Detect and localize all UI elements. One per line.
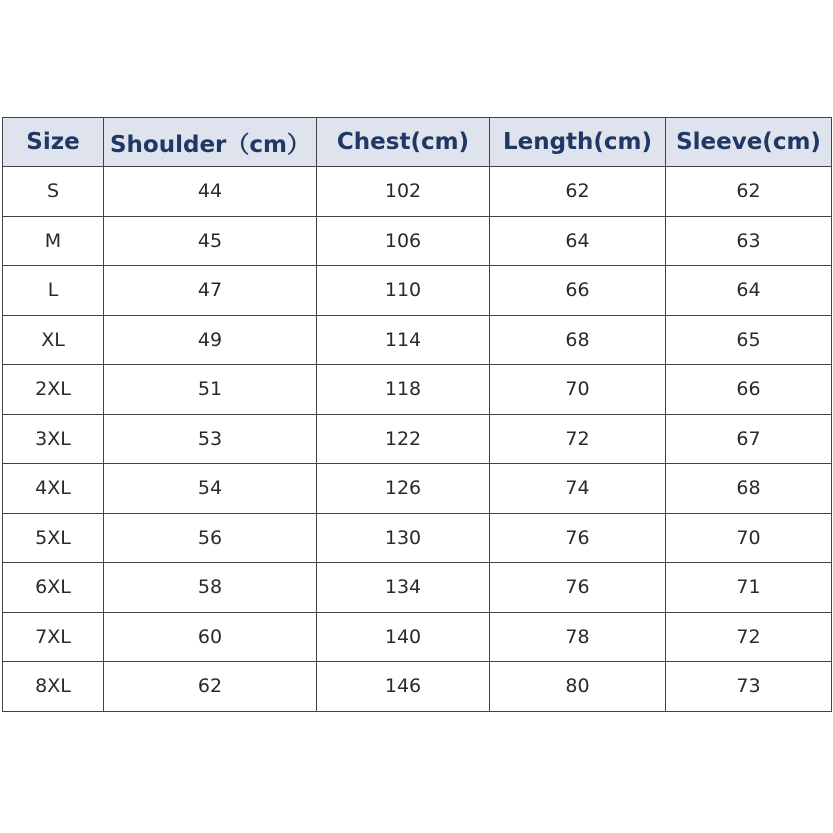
cell-sleeve: 62 xyxy=(666,167,832,217)
header-row xyxy=(3,118,832,167)
cell-shoulder: 47 xyxy=(104,266,317,316)
cell-size: 5XL xyxy=(3,513,104,563)
cell-shoulder: 45 xyxy=(104,216,317,266)
table-row xyxy=(3,563,832,613)
cell-length: 76 xyxy=(490,563,666,613)
table-row xyxy=(3,315,832,365)
cell-length: 64 xyxy=(490,216,666,266)
cell-shoulder: 54 xyxy=(104,464,317,514)
cell-sleeve: 70 xyxy=(666,513,832,563)
cell-length: 76 xyxy=(490,513,666,563)
cell-shoulder: 58 xyxy=(104,563,317,613)
size-chart-table xyxy=(2,117,832,712)
cell-chest: 140 xyxy=(317,612,490,662)
cell-shoulder: 62 xyxy=(104,662,317,712)
header-size: Size xyxy=(3,118,104,167)
header-length: Length(cm) xyxy=(490,118,666,167)
header-sleeve: Sleeve(cm) xyxy=(666,118,832,167)
table-row xyxy=(3,216,832,266)
table-row xyxy=(3,414,832,464)
cell-chest: 122 xyxy=(317,414,490,464)
cell-chest: 102 xyxy=(317,167,490,217)
cell-length: 68 xyxy=(490,315,666,365)
table-row xyxy=(3,266,832,316)
cell-shoulder: 51 xyxy=(104,365,317,415)
cell-sleeve: 73 xyxy=(666,662,832,712)
table-row xyxy=(3,464,832,514)
cell-size: 7XL xyxy=(3,612,104,662)
cell-sleeve: 63 xyxy=(666,216,832,266)
cell-chest: 106 xyxy=(317,216,490,266)
header-chest: Chest(cm) xyxy=(317,118,490,167)
cell-sleeve: 68 xyxy=(666,464,832,514)
cell-sleeve: 64 xyxy=(666,266,832,316)
cell-sleeve: 72 xyxy=(666,612,832,662)
cell-chest: 134 xyxy=(317,563,490,613)
cell-shoulder: 44 xyxy=(104,167,317,217)
cell-size: L xyxy=(3,266,104,316)
cell-chest: 118 xyxy=(317,365,490,415)
table-row xyxy=(3,612,832,662)
cell-sleeve: 71 xyxy=(666,563,832,613)
cell-length: 74 xyxy=(490,464,666,514)
cell-chest: 114 xyxy=(317,315,490,365)
cell-shoulder: 56 xyxy=(104,513,317,563)
cell-length: 72 xyxy=(490,414,666,464)
cell-size: XL xyxy=(3,315,104,365)
cell-length: 66 xyxy=(490,266,666,316)
cell-size: 6XL xyxy=(3,563,104,613)
cell-chest: 146 xyxy=(317,662,490,712)
cell-chest: 126 xyxy=(317,464,490,514)
table-row xyxy=(3,365,832,415)
header-shoulder: Shoulder（cm） xyxy=(104,118,317,167)
cell-sleeve: 67 xyxy=(666,414,832,464)
cell-size: 2XL xyxy=(3,365,104,415)
cell-size: 4XL xyxy=(3,464,104,514)
cell-sleeve: 65 xyxy=(666,315,832,365)
cell-sleeve: 66 xyxy=(666,365,832,415)
cell-size: 8XL xyxy=(3,662,104,712)
cell-chest: 130 xyxy=(317,513,490,563)
table-body xyxy=(3,167,832,712)
cell-size: M xyxy=(3,216,104,266)
cell-length: 70 xyxy=(490,365,666,415)
cell-length: 62 xyxy=(490,167,666,217)
cell-shoulder: 60 xyxy=(104,612,317,662)
cell-length: 80 xyxy=(490,662,666,712)
table-row xyxy=(3,167,832,217)
cell-size: S xyxy=(3,167,104,217)
cell-size: 3XL xyxy=(3,414,104,464)
table-row xyxy=(3,513,832,563)
cell-chest: 110 xyxy=(317,266,490,316)
table-row xyxy=(3,662,832,712)
cell-shoulder: 49 xyxy=(104,315,317,365)
cell-length: 78 xyxy=(490,612,666,662)
cell-shoulder: 53 xyxy=(104,414,317,464)
